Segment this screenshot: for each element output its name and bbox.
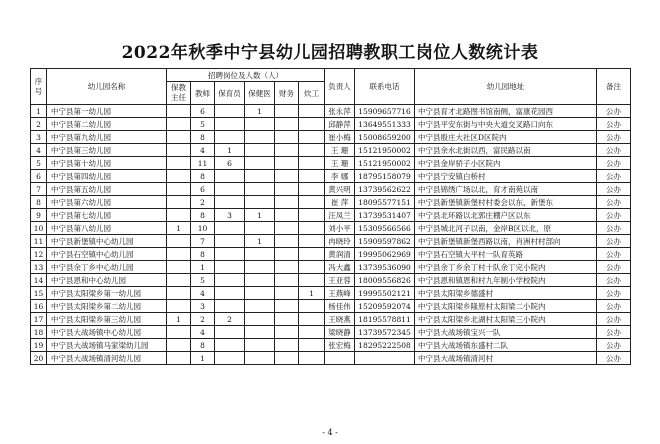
cell-person: 王燕峰	[325, 287, 355, 300]
cell-teacher: 11	[191, 157, 215, 170]
cell-remark: 公办	[597, 209, 631, 222]
cell-phone: 18295222508	[355, 339, 415, 352]
cell-nurse	[215, 287, 245, 300]
cell-nurse	[215, 300, 245, 313]
cell-remark: 公办	[597, 287, 631, 300]
table-row	[31, 313, 631, 326]
cell-address: 中宁县余丁乡余丁村十队余丁完小院内	[415, 261, 597, 274]
cell-health	[245, 248, 275, 261]
cell-person: 张宏梅	[325, 339, 355, 352]
cell-finance	[275, 144, 299, 157]
cell-baojiao	[167, 196, 191, 209]
cell-finance	[275, 222, 299, 235]
table-row	[31, 118, 631, 131]
cell-nurse	[215, 170, 245, 183]
cell-phone: 13739572345	[355, 326, 415, 339]
cell-name: 中宁县太阳梁乡第一幼儿园	[47, 287, 167, 300]
cell-baojiao	[167, 261, 191, 274]
cell-phone: 15309566566	[355, 222, 415, 235]
cell-health	[245, 196, 275, 209]
cell-nurse	[215, 196, 245, 209]
cell-worker	[299, 300, 325, 313]
cell-health	[245, 144, 275, 157]
cell-address: 中宁县锦绣广场以北，育才南苑以南	[415, 183, 597, 196]
cell-baojiao	[167, 300, 191, 313]
cell-finance	[275, 261, 299, 274]
cell-person: 崔小梅	[325, 131, 355, 144]
cell-baojiao	[167, 287, 191, 300]
cell-teacher: 4	[191, 144, 215, 157]
page-number: - 4 -	[322, 428, 338, 437]
cell-baojiao: 1	[167, 222, 191, 235]
cell-phone: 13739531407	[355, 209, 415, 222]
cell-phone: 19995502121	[355, 287, 415, 300]
table-row	[31, 209, 631, 222]
cell-nurse	[215, 261, 245, 274]
cell-health	[245, 300, 275, 313]
cell-health	[245, 170, 275, 183]
recruitment-table	[30, 68, 631, 365]
cell-name: 中宁县大战场镇马家梁幼儿园	[47, 339, 167, 352]
cell-nurse	[215, 131, 245, 144]
cell-health	[245, 261, 275, 274]
cell-baojiao	[167, 248, 191, 261]
cell-teacher: 3	[191, 300, 215, 313]
cell-name: 中宁县第二幼儿园	[47, 118, 167, 131]
cell-teacher: 8	[191, 209, 215, 222]
cell-person: 杨佳伟	[325, 300, 355, 313]
cell-worker	[299, 235, 325, 248]
cell-person: 黄润清	[325, 248, 355, 261]
header-remark: 备注	[597, 69, 631, 105]
cell-phone: 15909597862	[355, 235, 415, 248]
cell-no: 20	[31, 352, 47, 365]
cell-health	[245, 183, 275, 196]
cell-finance	[275, 157, 299, 170]
table-header	[31, 69, 631, 105]
table-row	[31, 248, 631, 261]
cell-phone: 18095577151	[355, 196, 415, 209]
cell-address: 中宁县宁安镇白桥村	[415, 170, 597, 183]
header-worker: 炊工	[299, 82, 325, 105]
cell-no: 7	[31, 183, 47, 196]
cell-baojiao	[167, 183, 191, 196]
cell-finance	[275, 287, 299, 300]
cell-nurse	[215, 339, 245, 352]
table-row	[31, 131, 631, 144]
header-finance: 财务	[275, 82, 299, 105]
header-seq: 序号	[31, 69, 47, 105]
cell-baojiao	[167, 274, 191, 287]
cell-address: 中宁县育才北路图书馆南侧，富康花园西	[415, 105, 597, 118]
table-row	[31, 235, 631, 248]
cell-baojiao	[167, 339, 191, 352]
cell-worker	[299, 196, 325, 209]
cell-nurse: 3	[215, 209, 245, 222]
cell-teacher: 8	[191, 248, 215, 261]
cell-health	[245, 157, 275, 170]
cell-address: 中宁县新堡镇新堡西路以南，肖洲村村部向	[415, 235, 597, 248]
cell-baojiao	[167, 144, 191, 157]
cell-nurse	[215, 326, 245, 339]
cell-remark: 公办	[597, 352, 631, 365]
cell-teacher: 8	[191, 131, 215, 144]
cell-finance	[275, 105, 299, 118]
table-row	[31, 352, 631, 365]
cell-finance	[275, 326, 299, 339]
cell-remark: 公办	[597, 313, 631, 326]
table-row	[31, 144, 631, 157]
table-row	[31, 339, 631, 352]
cell-health: 1	[245, 235, 275, 248]
header-phone: 联系电话	[355, 69, 415, 105]
cell-phone: 13739562622	[355, 183, 415, 196]
cell-no: 1	[31, 105, 47, 118]
cell-no: 14	[31, 274, 47, 287]
cell-remark: 公办	[597, 339, 631, 352]
cell-teacher: 1	[191, 352, 215, 365]
cell-worker	[299, 170, 325, 183]
cell-teacher: 1	[191, 261, 215, 274]
table-row	[31, 274, 631, 287]
cell-health	[245, 313, 275, 326]
table-row	[31, 170, 631, 183]
cell-nurse	[215, 235, 245, 248]
table-row	[31, 196, 631, 209]
cell-address: 中宁县太阳梁乡北湖村太阳梁三小院内	[415, 313, 597, 326]
header-person: 负责人	[325, 69, 355, 105]
cell-nurse: 2	[215, 313, 245, 326]
cell-teacher: 10	[191, 222, 215, 235]
table-row	[31, 326, 631, 339]
cell-person: 李 娜	[325, 170, 355, 183]
cell-baojiao	[167, 157, 191, 170]
cell-worker	[299, 131, 325, 144]
cell-health	[245, 131, 275, 144]
cell-name: 中宁县第五幼儿园	[47, 183, 167, 196]
cell-phone: 18195578811	[355, 313, 415, 326]
cell-health	[245, 287, 275, 300]
cell-name: 中宁县第十幼儿园	[47, 157, 167, 170]
cell-finance	[275, 196, 299, 209]
cell-person: 邱静萍	[325, 118, 355, 131]
cell-person: 冉晓玲	[325, 235, 355, 248]
cell-finance	[275, 170, 299, 183]
cell-health	[245, 339, 275, 352]
cell-worker	[299, 222, 325, 235]
cell-worker	[299, 352, 325, 365]
cell-teacher: 4	[191, 287, 215, 300]
cell-worker: 1	[299, 287, 325, 300]
cell-nurse	[215, 248, 245, 261]
cell-remark: 公办	[597, 105, 631, 118]
cell-finance	[275, 183, 299, 196]
cell-no: 13	[31, 261, 47, 274]
cell-teacher: 8	[191, 339, 215, 352]
cell-phone: 18795158079	[355, 170, 415, 183]
cell-health	[245, 118, 275, 131]
cell-worker	[299, 183, 325, 196]
cell-worker	[299, 144, 325, 157]
cell-address: 中宁县新堡镇新堡村村委会以东，新堡东	[415, 196, 597, 209]
cell-worker	[299, 313, 325, 326]
cell-no: 6	[31, 170, 47, 183]
cell-remark: 公办	[597, 196, 631, 209]
table-row	[31, 157, 631, 170]
cell-remark: 公办	[597, 131, 631, 144]
cell-remark: 公办	[597, 248, 631, 261]
cell-no: 10	[31, 222, 47, 235]
cell-nurse	[215, 274, 245, 287]
page-title: 2022年秋季中宁县幼儿园招聘教职工岗位人数统计表	[121, 43, 539, 63]
cell-no: 8	[31, 196, 47, 209]
cell-no: 17	[31, 313, 47, 326]
cell-teacher: 2	[191, 196, 215, 209]
cell-address: 中宁县恩和镇恩和村九年制小学校院内	[415, 274, 597, 287]
cell-phone: 13739536090	[355, 261, 415, 274]
cell-finance	[275, 118, 299, 131]
table-row	[31, 183, 631, 196]
cell-health	[245, 274, 275, 287]
cell-address: 中宁县城北河子以南，金岸B区以北，原	[415, 222, 597, 235]
header-teacher: 教师	[191, 82, 215, 105]
cell-nurse	[215, 183, 245, 196]
cell-worker	[299, 105, 325, 118]
cell-person: 刘小平	[325, 222, 355, 235]
cell-remark: 公办	[597, 170, 631, 183]
cell-name: 中宁县新堡镇中心幼儿园	[47, 235, 167, 248]
cell-name: 中宁县大战场镇清河幼儿园	[47, 352, 167, 365]
cell-no: 16	[31, 300, 47, 313]
table-row	[31, 300, 631, 313]
cell-person: 张永萍	[325, 105, 355, 118]
cell-baojiao	[167, 131, 191, 144]
cell-no: 11	[31, 235, 47, 248]
cell-nurse	[215, 222, 245, 235]
cell-finance	[275, 209, 299, 222]
cell-no: 2	[31, 118, 47, 131]
cell-name: 中宁县大战场镇中心幼儿园	[47, 326, 167, 339]
cell-phone: 19995062969	[355, 248, 415, 261]
cell-name: 中宁县太阳梁乡第三幼儿园	[47, 313, 167, 326]
cell-no: 4	[31, 144, 47, 157]
cell-baojiao	[167, 170, 191, 183]
cell-finance	[275, 235, 299, 248]
cell-name: 中宁县石空镇中心幼儿园	[47, 248, 167, 261]
cell-name: 中宁县太阳梁乡第二幼儿园	[47, 300, 167, 313]
cell-name: 中宁县余丁乡中心幼儿园	[47, 261, 167, 274]
cell-worker	[299, 326, 325, 339]
header-positions-group: 招聘岗位及人数（人）	[167, 69, 325, 82]
cell-baojiao	[167, 105, 191, 118]
cell-address: 中宁县余水北街以西，富民路以南	[415, 144, 597, 157]
cell-worker	[299, 261, 325, 274]
cell-person	[325, 352, 355, 365]
cell-name: 中宁县第九幼儿园	[47, 131, 167, 144]
cell-remark: 公办	[597, 144, 631, 157]
cell-phone: 18009556826	[355, 274, 415, 287]
cell-remark: 公办	[597, 183, 631, 196]
cell-health	[245, 352, 275, 365]
cell-baojiao	[167, 209, 191, 222]
cell-teacher: 4	[191, 326, 215, 339]
cell-remark: 公办	[597, 274, 631, 287]
cell-remark: 公办	[597, 326, 631, 339]
cell-address: 中宁县平安东街与中央大道交叉路口向东	[415, 118, 597, 131]
cell-phone: 15121950002	[355, 157, 415, 170]
cell-no: 19	[31, 339, 47, 352]
cell-person: 汪凤兰	[325, 209, 355, 222]
cell-teacher: 8	[191, 170, 215, 183]
cell-teacher: 7	[191, 235, 215, 248]
cell-baojiao	[167, 235, 191, 248]
cell-address: 中宁县北环路以北郭庄棚户区以东	[415, 209, 597, 222]
cell-worker	[299, 274, 325, 287]
cell-remark: 公办	[597, 157, 631, 170]
cell-teacher: 2	[191, 313, 215, 326]
cell-person: 黄兴明	[325, 183, 355, 196]
cell-name: 中宁县恩和中心幼儿园	[47, 274, 167, 287]
cell-finance	[275, 352, 299, 365]
cell-remark: 公办	[597, 261, 631, 274]
cell-name: 中宁县第八幼儿园	[47, 222, 167, 235]
cell-address: 中宁县殷庄大社区D区院内	[415, 131, 597, 144]
cell-health: 1	[245, 105, 275, 118]
cell-nurse	[215, 352, 245, 365]
cell-address: 中宁县大战场镇东盛村二队	[415, 339, 597, 352]
cell-worker	[299, 248, 325, 261]
cell-address: 中宁县太阳梁乡德盛村	[415, 287, 597, 300]
cell-person: 冯大鑫	[325, 261, 355, 274]
cell-baojiao: 1	[167, 313, 191, 326]
cell-health	[245, 326, 275, 339]
cell-address: 中宁县石空镇大平村一队育英路	[415, 248, 597, 261]
cell-phone: 15008659200	[355, 131, 415, 144]
cell-phone	[355, 352, 415, 365]
cell-teacher: 5	[191, 274, 215, 287]
cell-person: 崔 萍	[325, 196, 355, 209]
cell-nurse	[215, 105, 245, 118]
cell-teacher: 6	[191, 183, 215, 196]
table-row	[31, 261, 631, 274]
cell-baojiao	[167, 326, 191, 339]
cell-worker	[299, 157, 325, 170]
cell-phone: 15909657716	[355, 105, 415, 118]
cell-no: 15	[31, 287, 47, 300]
cell-no: 3	[31, 131, 47, 144]
cell-phone: 15121950002	[355, 144, 415, 157]
cell-no: 9	[31, 209, 47, 222]
cell-baojiao	[167, 118, 191, 131]
cell-name: 中宁县第三幼儿园	[47, 144, 167, 157]
cell-address: 中宁县大战场镇清河村	[415, 352, 597, 365]
cell-health	[245, 222, 275, 235]
cell-address: 中宁县太阳梁乡隆原村太阳梁二小院内	[415, 300, 597, 313]
cell-address: 中宁县金岸骄子小区院内	[415, 157, 597, 170]
cell-finance	[275, 274, 299, 287]
table-row	[31, 287, 631, 300]
cell-nurse: 6	[215, 157, 245, 170]
header-name: 幼儿园名称	[47, 69, 167, 105]
cell-teacher: 5	[191, 118, 215, 131]
cell-nurse: 1	[215, 144, 245, 157]
table-body	[31, 105, 631, 365]
cell-remark: 公办	[597, 235, 631, 248]
cell-person: 王 珊	[325, 157, 355, 170]
cell-health: 1	[245, 209, 275, 222]
cell-finance	[275, 313, 299, 326]
cell-phone: 13649551333	[355, 118, 415, 131]
cell-person: 梁晓静	[325, 326, 355, 339]
cell-nurse	[215, 118, 245, 131]
cell-no: 18	[31, 326, 47, 339]
cell-name: 中宁县第六幼儿园	[47, 196, 167, 209]
cell-finance	[275, 248, 299, 261]
cell-name: 中宁县第一幼儿园	[47, 105, 167, 118]
cell-remark: 公办	[597, 118, 631, 131]
cell-remark: 公办	[597, 300, 631, 313]
cell-baojiao	[167, 352, 191, 365]
header-baojiao: 保教主任	[167, 82, 191, 105]
cell-phone: 15209592074	[355, 300, 415, 313]
cell-person: 王晓燕	[325, 313, 355, 326]
cell-finance	[275, 339, 299, 352]
cell-person: 王亚蓉	[325, 274, 355, 287]
cell-address: 中宁县大战场镇宝兴一队	[415, 326, 597, 339]
cell-finance	[275, 300, 299, 313]
cell-name: 中宁县第七幼儿园	[47, 209, 167, 222]
cell-person: 王 珊	[325, 144, 355, 157]
cell-no: 12	[31, 248, 47, 261]
table-row	[31, 222, 631, 235]
cell-no: 5	[31, 157, 47, 170]
header-health: 保健医	[245, 82, 275, 105]
cell-remark: 公办	[597, 222, 631, 235]
cell-finance	[275, 131, 299, 144]
cell-worker	[299, 209, 325, 222]
header-address: 幼儿园地址	[415, 69, 597, 105]
header-nurse: 保育员	[215, 82, 245, 105]
table-row	[31, 105, 631, 118]
cell-worker	[299, 339, 325, 352]
cell-name: 中宁县第四幼儿园	[47, 170, 167, 183]
cell-teacher: 6	[191, 105, 215, 118]
cell-worker	[299, 118, 325, 131]
